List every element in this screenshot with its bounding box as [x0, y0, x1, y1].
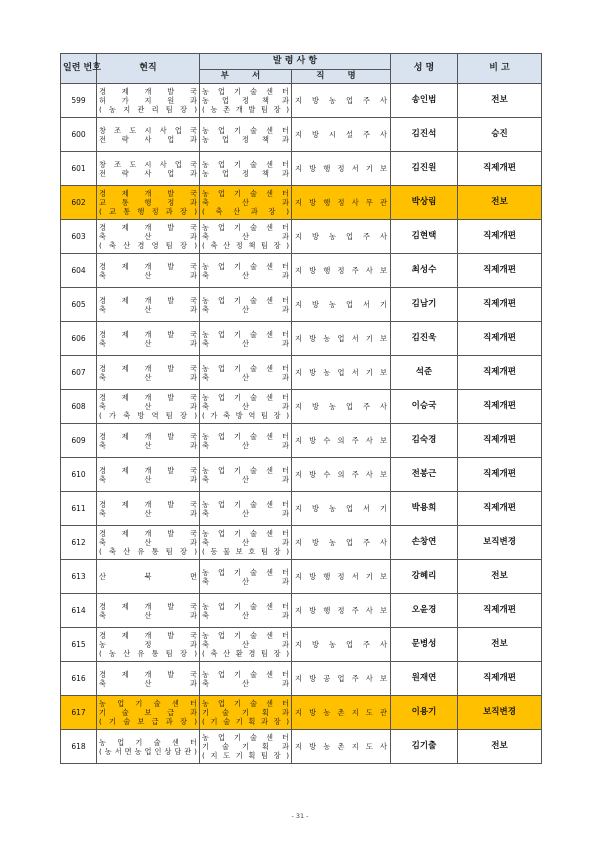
note-cell: 보직변경 [458, 696, 542, 730]
table-row [61, 730, 542, 764]
department-cell-line: 축 산 과 [202, 304, 289, 314]
header-current: 현직 [97, 54, 200, 84]
current-post-cell-line: ( 가 축 방 역 팀 장 ) [99, 411, 197, 420]
department-cell [200, 696, 292, 730]
header-department: 부 서 [200, 70, 292, 84]
current-post-cell-line: 경 제 개 발 국 [99, 189, 197, 198]
department-cell [200, 594, 292, 628]
department-cell-line: 축 산 과 [202, 232, 289, 241]
name-cell: 김현택 [391, 220, 458, 254]
current-post-cell-line: 경 제 개 발 국 [99, 465, 197, 475]
header-serial: 일련 번호 [61, 54, 97, 84]
current-post-cell-line: 산 북 면 [99, 572, 197, 581]
table-row [61, 84, 542, 118]
department-cell-line: ( 기 술 기 획 과 장 ) [202, 717, 289, 726]
table-row [61, 492, 542, 526]
current-post-cell [97, 424, 200, 458]
position-cell: 지 방 공 업 주 사 보 [292, 662, 391, 696]
current-post-cell [97, 118, 200, 152]
current-post-cell-line: 축 산 과 [99, 304, 197, 314]
current-post-cell-line: 축 산 과 [99, 270, 197, 280]
name-cell: 김진석 [391, 118, 458, 152]
current-post-cell-line: 경 제 개 발 국 [99, 431, 197, 441]
name-cell: 김숙경 [391, 424, 458, 458]
name-cell: 김기출 [391, 730, 458, 764]
current-post-cell-line: ( 교 통 행 정 과 장 ) [99, 207, 197, 216]
current-post-cell-line: 경 제 개 발 국 [99, 669, 197, 679]
department-cell-line: ( 축 산 과 장 ) [202, 207, 289, 216]
header-note: 비 고 [458, 54, 542, 84]
department-cell-line: 축 산 과 [202, 402, 289, 411]
note-cell: 보직변경 [458, 526, 542, 560]
department-cell-line: ( 가 축 방 역 팀 장 ) [202, 411, 289, 420]
name-cell: 원재연 [391, 662, 458, 696]
note-cell: 직제개편 [458, 424, 542, 458]
current-post-cell-line: 창 조 도 시 사 업 국 [99, 125, 197, 135]
position-cell: 지 방 농 업 주 사 [292, 526, 391, 560]
position-cell: 지 방 행 정 서 기 보 [292, 560, 391, 594]
department-cell [200, 560, 292, 594]
department-cell-line: ( 동 물 보 호 팀 장 ) [202, 547, 289, 556]
table-row [61, 560, 542, 594]
table-row [61, 322, 542, 356]
note-cell: 직제개편 [458, 390, 542, 424]
department-cell-line: 축 산 과 [202, 610, 289, 620]
department-cell [200, 424, 292, 458]
current-post-cell [97, 594, 200, 628]
current-post-cell [97, 390, 200, 424]
current-post-cell-line: 축 산 과 [99, 372, 197, 382]
note-cell: 승진 [458, 118, 542, 152]
current-post-cell-line: 경 제 개 발 국 [99, 631, 197, 640]
department-cell-line: 농 업 기 술 센 터 [202, 699, 289, 708]
name-cell: 손창연 [391, 526, 458, 560]
current-post-cell-line: 농 정 과 [99, 640, 197, 649]
current-post-cell-line: 축 산 과 [99, 402, 197, 411]
note-cell: 직제개편 [458, 152, 542, 186]
current-post-cell [97, 696, 200, 730]
note-cell: 전보 [458, 628, 542, 662]
department-cell-line: 농 업 기 술 센 터 [202, 601, 289, 611]
department-cell-line: ( 축 산 정 책 팀 장 ) [202, 241, 289, 250]
table-row [61, 424, 542, 458]
serial-cell: 606 [61, 322, 97, 356]
table-row [61, 118, 542, 152]
current-post-cell-line: 축 산 과 [99, 474, 197, 484]
table-row [61, 356, 542, 390]
name-cell: 문병성 [391, 628, 458, 662]
header-position: 직 명 [292, 70, 391, 84]
department-cell-line: 농 업 기 술 센 터 [202, 125, 289, 135]
department-cell [200, 186, 292, 220]
current-post-cell-line: 경 제 개 발 국 [99, 363, 197, 373]
page-number: - 31 - [291, 812, 309, 820]
current-post-cell-line: 농 업 기 술 센 터 [99, 699, 197, 708]
name-cell: 전봉근 [391, 458, 458, 492]
table-row [61, 696, 542, 730]
name-cell: 오윤경 [391, 594, 458, 628]
table-row [61, 628, 542, 662]
department-cell-line: 농 업 기 술 센 터 [202, 669, 289, 679]
current-post-cell-line: 축 산 과 [99, 610, 197, 620]
table-row [61, 220, 542, 254]
current-post-cell-line: 경 제 개 발 국 [99, 261, 197, 271]
position-cell: 지 방 농 촌 지 도 관 [292, 696, 391, 730]
department-cell-line: ( 축 산 환 경 팀 장 ) [202, 649, 289, 658]
department-cell [200, 662, 292, 696]
department-cell-line: 기 술 기 획 과 [202, 708, 289, 717]
note-cell: 직제개편 [458, 220, 542, 254]
current-post-cell [97, 526, 200, 560]
name-cell: 이승국 [391, 390, 458, 424]
department-cell [200, 220, 292, 254]
department-cell-line: ( 지 도 기 획 팀 장 ) [202, 751, 289, 760]
name-cell: 최성수 [391, 254, 458, 288]
name-cell: 박상림 [391, 186, 458, 220]
current-post-cell [97, 458, 200, 492]
table-row [61, 526, 542, 560]
note-cell: 직제개편 [458, 288, 542, 322]
note-cell: 전보 [458, 560, 542, 594]
name-cell: 김진원 [391, 152, 458, 186]
table-row [61, 390, 542, 424]
department-cell [200, 322, 292, 356]
department-cell-line: 농 업 정 책 과 [202, 134, 289, 144]
name-cell: 강혜리 [391, 560, 458, 594]
serial-cell: 605 [61, 288, 97, 322]
department-cell-line: 축 산 과 [202, 440, 289, 450]
department-cell-line: 농 업 기 술 센 터 [202, 363, 289, 373]
appointment-table [60, 53, 542, 764]
current-post-cell-line: 전 략 사 업 과 [99, 168, 197, 178]
table-row [61, 458, 542, 492]
current-post-cell [97, 220, 200, 254]
serial-cell: 599 [61, 84, 97, 118]
serial-cell: 600 [61, 118, 97, 152]
current-post-cell [97, 288, 200, 322]
current-post-cell-line: ( 축 산 유 통 팀 장 ) [99, 547, 197, 556]
table-row [61, 288, 542, 322]
serial-cell: 602 [61, 186, 97, 220]
position-cell: 지 방 농 업 주 사 [292, 628, 391, 662]
serial-cell: 608 [61, 390, 97, 424]
position-cell: 지 방 농 업 주 사 [292, 220, 391, 254]
current-post-cell [97, 254, 200, 288]
name-cell: 김진욱 [391, 322, 458, 356]
department-cell-line: 축 산 과 [202, 538, 289, 547]
current-post-cell-line: 경 제 개 발 국 [99, 295, 197, 305]
table-row [61, 254, 542, 288]
department-cell-line: 농 업 기 술 센 터 [202, 261, 289, 271]
serial-cell: 618 [61, 730, 97, 764]
current-post-cell-line: 경 제 개 발 국 [99, 87, 197, 96]
department-cell-line: 농 업 기 술 센 터 [202, 329, 289, 339]
table-row [61, 662, 542, 696]
current-post-cell [97, 560, 200, 594]
position-cell: 지 방 농 업 서 기 [292, 492, 391, 526]
note-cell: 직제개편 [458, 662, 542, 696]
current-post-cell [97, 84, 200, 118]
position-cell: 지 방 농 업 주 사 [292, 390, 391, 424]
note-cell: 직제개편 [458, 322, 542, 356]
current-post-cell [97, 356, 200, 390]
note-cell: 직제개편 [458, 356, 542, 390]
serial-cell: 610 [61, 458, 97, 492]
name-cell: 이용기 [391, 696, 458, 730]
position-cell: 지 방 농 업 서 기 보 [292, 356, 391, 390]
current-post-cell-line: 전 략 사 업 과 [99, 134, 197, 144]
serial-cell: 609 [61, 424, 97, 458]
current-post-cell-line: 경 제 개 발 국 [99, 393, 197, 402]
department-cell-line: 축 산 과 [202, 640, 289, 649]
serial-cell: 616 [61, 662, 97, 696]
note-cell: 직제개편 [458, 254, 542, 288]
serial-cell: 614 [61, 594, 97, 628]
department-cell-line: 농 업 기 술 센 터 [202, 567, 289, 577]
department-cell-line: 축 산 과 [202, 338, 289, 348]
department-cell-line: 농 업 기 술 센 터 [202, 393, 289, 402]
current-post-cell-line: 경 제 개 발 국 [99, 601, 197, 611]
name-cell: 박용희 [391, 492, 458, 526]
serial-cell: 617 [61, 696, 97, 730]
header-appointment: 발 령 사 항 [200, 54, 391, 70]
current-post-cell-line: 경 제 개 발 국 [99, 329, 197, 339]
current-post-cell-line: 교 통 행 정 과 [99, 198, 197, 207]
position-cell: 지 방 수 의 주 사 보 [292, 458, 391, 492]
serial-cell: 613 [61, 560, 97, 594]
department-cell-line: 농 업 기 술 센 터 [202, 189, 289, 198]
name-cell: 김남기 [391, 288, 458, 322]
department-cell-line: 기 술 기 획 과 [202, 742, 289, 751]
serial-cell: 601 [61, 152, 97, 186]
department-cell-line: 농 업 정 책 과 [202, 96, 289, 105]
current-post-cell-line: ( 농 지 관 리 팀 장 ) [99, 105, 197, 114]
department-cell-line: 축 산 과 [202, 198, 289, 207]
department-cell [200, 730, 292, 764]
current-post-cell-line: 축 산 과 [99, 440, 197, 450]
table-row [61, 186, 542, 220]
current-post-cell-line: 경 제 개 발 국 [99, 529, 197, 538]
department-cell [200, 390, 292, 424]
table-row [61, 594, 542, 628]
serial-cell: 611 [61, 492, 97, 526]
serial-cell: 604 [61, 254, 97, 288]
department-cell [200, 526, 292, 560]
serial-cell: 607 [61, 356, 97, 390]
department-cell [200, 118, 292, 152]
position-cell: 지 방 수 의 주 사 보 [292, 424, 391, 458]
department-cell-line: 축 산 과 [202, 576, 289, 586]
department-cell-line: 농 업 기 술 센 터 [202, 631, 289, 640]
department-cell-line: 축 산 과 [202, 474, 289, 484]
department-cell-line: 농 업 기 술 센 터 [202, 465, 289, 475]
current-post-cell [97, 492, 200, 526]
note-cell: 직제개편 [458, 458, 542, 492]
department-cell-line: ( 농 촌 개 발 팀 장 ) [202, 105, 289, 114]
table-row [61, 152, 542, 186]
position-cell: 지 방 행 정 주 사 보 [292, 254, 391, 288]
name-cell: 송인범 [391, 84, 458, 118]
header-name: 성 명 [391, 54, 458, 84]
current-post-cell [97, 628, 200, 662]
current-post-cell-line: ( 농 서 면 농 업 인 상 담 관 ) [99, 746, 197, 756]
department-cell-line: 축 산 과 [202, 270, 289, 280]
current-post-cell [97, 186, 200, 220]
department-cell-line: 축 산 과 [202, 508, 289, 518]
department-cell-line: 농 업 기 술 센 터 [202, 431, 289, 441]
position-cell: 지 방 농 업 서 기 보 [292, 322, 391, 356]
current-post-cell-line: 기 술 보 급 과 [99, 708, 197, 717]
department-cell-line: 농 업 기 술 센 터 [202, 295, 289, 305]
department-cell [200, 356, 292, 390]
serial-cell: 612 [61, 526, 97, 560]
current-post-cell-line: ( 농 산 유 통 팀 장 ) [99, 649, 197, 658]
department-cell-line: 농 업 기 술 센 터 [202, 499, 289, 509]
note-cell: 전보 [458, 186, 542, 220]
department-cell-line: 농 업 기 술 센 터 [202, 87, 289, 96]
department-cell-line: 농 업 기 술 센 터 [202, 529, 289, 538]
department-cell-line: 농 업 기 술 센 터 [202, 223, 289, 232]
current-post-cell [97, 730, 200, 764]
current-post-cell-line: 경 제 개 발 국 [99, 499, 197, 509]
current-post-cell-line: 축 산 과 [99, 678, 197, 688]
department-cell-line: 농 업 기 술 센 터 [202, 733, 289, 742]
department-cell-line: 농 업 기 술 센 터 [202, 159, 289, 169]
department-cell [200, 492, 292, 526]
department-cell [200, 288, 292, 322]
table-body [61, 84, 542, 764]
position-cell: 지 방 시 설 주 사 [292, 118, 391, 152]
position-cell: 지 방 농 촌 지 도 사 [292, 730, 391, 764]
current-post-cell [97, 322, 200, 356]
position-cell: 지 방 농 업 주 사 [292, 84, 391, 118]
note-cell: 직제개편 [458, 492, 542, 526]
department-cell-line: 농 업 정 책 과 [202, 168, 289, 178]
department-cell [200, 628, 292, 662]
current-post-cell-line: 창 조 도 시 사 업 국 [99, 159, 197, 169]
current-post-cell-line: 허 가 지 원 과 [99, 96, 197, 105]
department-cell-line: 축 산 과 [202, 678, 289, 688]
position-cell: 지 방 행 정 사 무 관 [292, 186, 391, 220]
current-post-cell-line: 농 업 기 술 센 터 [99, 737, 197, 747]
name-cell: 석준 [391, 356, 458, 390]
department-cell [200, 84, 292, 118]
department-cell [200, 254, 292, 288]
department-cell-line: 축 산 과 [202, 372, 289, 382]
serial-cell: 603 [61, 220, 97, 254]
department-cell [200, 152, 292, 186]
note-cell: 전보 [458, 730, 542, 764]
current-post-cell-line: 축 산 과 [99, 338, 197, 348]
note-cell: 전보 [458, 84, 542, 118]
current-post-cell-line: 축 산 과 [99, 232, 197, 241]
department-cell [200, 458, 292, 492]
current-post-cell-line: 경 제 개 발 국 [99, 223, 197, 232]
current-post-cell [97, 662, 200, 696]
position-cell: 지 방 행 정 서 기 보 [292, 152, 391, 186]
current-post-cell-line: ( 기 술 보 급 과 장 ) [99, 717, 197, 726]
position-cell: 지 방 농 업 서 기 [292, 288, 391, 322]
note-cell: 직제개편 [458, 594, 542, 628]
serial-cell: 615 [61, 628, 97, 662]
current-post-cell [97, 152, 200, 186]
current-post-cell-line: 축 산 과 [99, 508, 197, 518]
position-cell: 지 방 행 정 주 사 보 [292, 594, 391, 628]
current-post-cell-line: 축 산 과 [99, 538, 197, 547]
current-post-cell-line: ( 축 산 경 영 팀 장 ) [99, 241, 197, 250]
